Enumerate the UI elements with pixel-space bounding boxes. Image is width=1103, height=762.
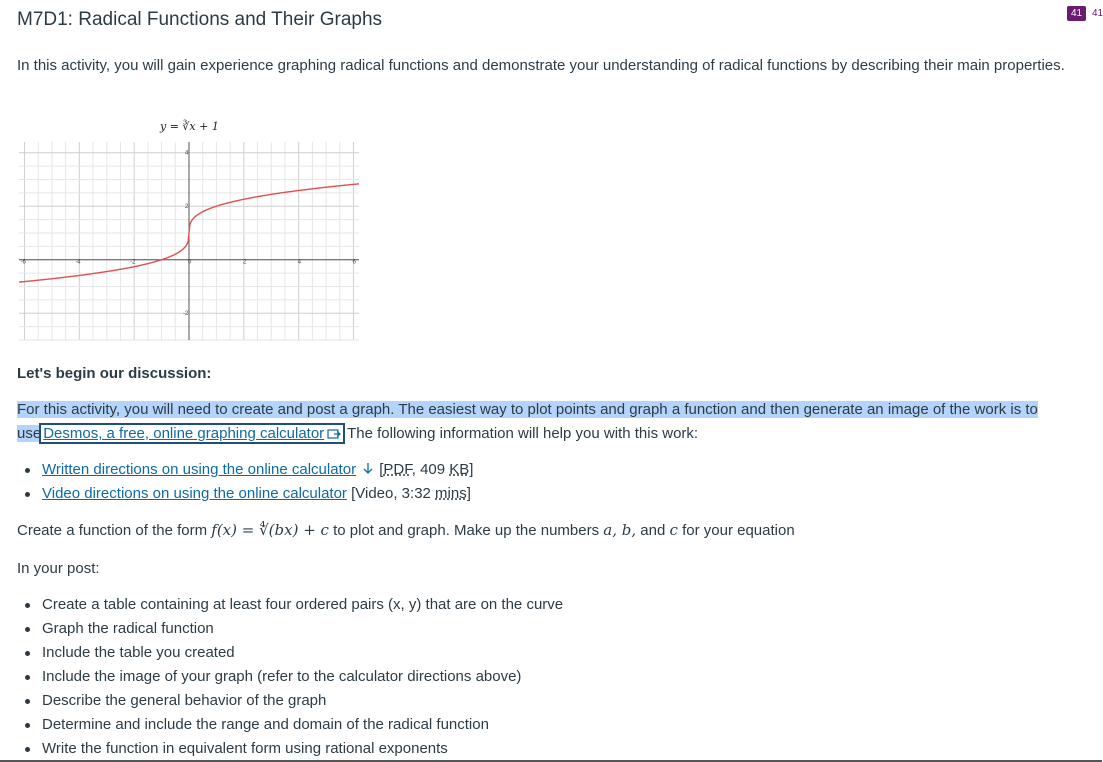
x-tick-label: -6 — [20, 259, 26, 266]
resource-meta-end: ] — [469, 461, 474, 478]
discussion-text — [17, 398, 1099, 446]
desmos-link[interactable] — [41, 425, 343, 442]
x-tick-label: 4 — [297, 259, 302, 266]
notification-badge[interactable]: 41 — [1067, 6, 1086, 21]
resource-size: , 409 — [411, 461, 450, 478]
external-link-icon — [327, 427, 341, 440]
list-item: Include the table you created — [17, 641, 563, 665]
graph-equation: y = ∛x + 1 — [160, 120, 219, 133]
list-item: Graph the radical function — [17, 617, 563, 641]
x-tick-label: 0 — [188, 259, 192, 266]
y-tick-label: -2 — [183, 311, 189, 318]
variables-ab: a, b, — [603, 521, 637, 539]
list-item: Determine and include the range and domain of the radical function — [17, 713, 563, 737]
variable-c: c — [669, 521, 678, 539]
create-pre: Create a function of the form — [17, 522, 212, 539]
function-formula: f(x) = ∜(bx) + c — [211, 521, 329, 539]
intro-text: In this activity, you will gain experience graphing radical functions and demonstrate your understanding of radical functions by describing their main properties. — [17, 57, 1065, 74]
resource-item — [17, 458, 473, 482]
graph-image — [17, 112, 362, 342]
list-item: Include the image of your graph (refer to the calculator directions above) — [17, 665, 563, 689]
resource-meta: [Video, 3:32 — [346, 485, 436, 502]
pdf-abbr: PDF — [383, 461, 412, 478]
discussion-text-after: The following information will help you with this work: — [343, 425, 699, 442]
create-mid: to plot and graph. Make up the numbers — [328, 522, 604, 539]
desmos-link-label: Desmos, a free, online graphing calculator — [43, 425, 325, 442]
video-directions-link[interactable]: Video directions on using the online calculator — [42, 485, 347, 502]
post-title: In your post: — [17, 560, 100, 577]
y-tick-label: 2 — [185, 204, 189, 211]
y-tick-label: 4 — [185, 150, 189, 157]
x-tick-label: 6 — [352, 259, 356, 266]
discussion-title: Let's begin our discussion: — [17, 365, 212, 382]
resource-item — [17, 482, 473, 506]
download-icon — [361, 462, 375, 476]
post-requirements-list — [17, 593, 563, 761]
page-title: M7D1: Radical Functions and Their Graphs — [17, 9, 383, 30]
highlighted-text: For this activity, you will need to create and post a graph. The easiest way to plot points and graph a function and then generate an image of the work is to use — [17, 401, 1038, 442]
create-and: and — [636, 522, 670, 539]
written-directions-link[interactable]: Written directions on using the online calculator — [42, 461, 357, 478]
create-post: for your equation — [677, 522, 795, 539]
resource-list — [17, 458, 473, 506]
x-tick-label: -4 — [75, 259, 81, 266]
kb-abbr: KB — [449, 461, 470, 478]
x-tick-label: 2 — [242, 259, 247, 266]
list-item: Describe the general behavior of the graph — [17, 689, 563, 713]
list-item: Write the function in equivalent form using rational exponents — [17, 737, 563, 761]
x-tick-label: -2 — [130, 259, 136, 266]
notification-count: 41 — [1092, 8, 1103, 19]
list-item: Create a table containing at least four ordered pairs (x, y) that are on the curve — [17, 593, 563, 617]
create-function-text — [17, 518, 795, 543]
graph-grid — [19, 142, 359, 340]
mins-abbr: mins — [435, 485, 467, 502]
resource-meta-end: ] — [466, 485, 471, 502]
resource-meta: [ — [375, 461, 384, 478]
